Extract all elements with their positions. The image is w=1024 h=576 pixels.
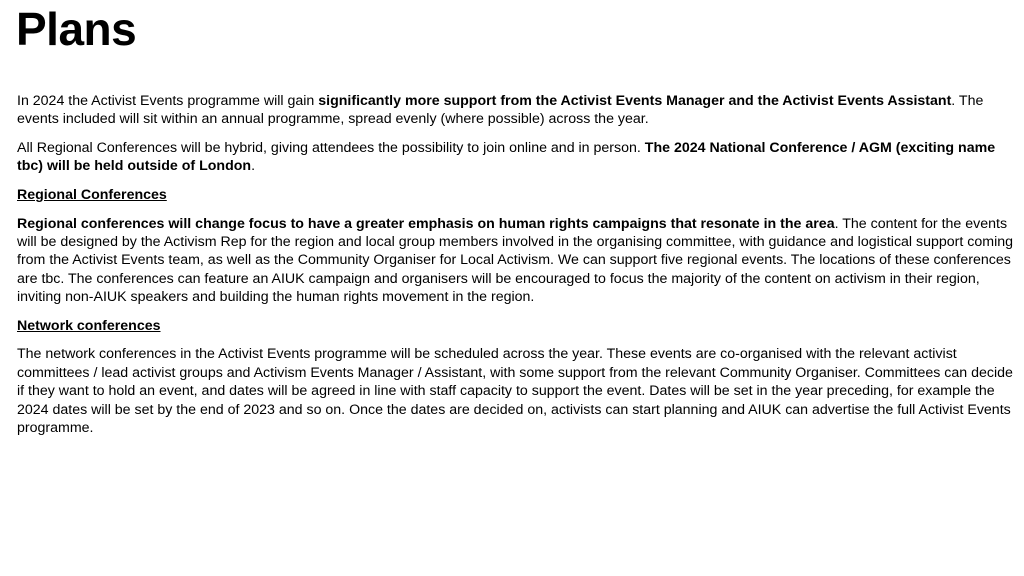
network-paragraph xyxy=(17,345,1015,437)
hybrid-text: All Regional Conferences will be hybrid, giving attendees the possibility to join online and in person. xyxy=(17,140,645,156)
hybrid-bold-text: The 2024 National Conference / AGM (exciting name tbc) will be held outside of London xyxy=(17,140,996,175)
regional-bold-text: Regional conferences will change focus to have a greater emphasis on human rights campaigns that resonate in the area xyxy=(17,215,835,232)
intro-bold-text: significantly more support from the Activist Events Manager and the Activist Events Assistant xyxy=(318,93,952,109)
regional-conferences-heading: Regional Conferences xyxy=(17,187,167,203)
intro-paragraph xyxy=(17,92,1015,129)
intro-text: In 2024 the Activist Events programme will gain xyxy=(17,93,319,109)
regional-text: . The content for the events will be designed by the Activism Rep for the region and local group members involved in the organising committee, with guidance and logistical support coming from the Activist Events team, as well as the Community Organiser for Local Activism. We can support five regional events. The locations of these conferences are tbc. The conferences can feature an AIUK campaign and organisers will be encouraged to focus the majority of the content on activism in their region, inviting non-AIUK speakers and building the human rights movement in the region. xyxy=(17,215,1014,306)
network-conferences-heading: Network conferences xyxy=(17,317,161,334)
intro-text-end: . The events included will sit within an annual programme, spread evenly (where possible) across the year. xyxy=(17,93,984,128)
page-title: Plans xyxy=(16,3,137,55)
hybrid-text-end: . xyxy=(251,158,256,175)
network-text: The network conferences in the Activist Events programme will be scheduled across the year. These events are co-organised with the relevant activist committees / lead activist groups and Activism Events Manager / Assistant, with some support from the relevant Community Organiser. Committees can decide if they want to hold an event, and dates will be agreed in line with staff capacity to support the event. Dates will be set in the year preceding, for example the 2024 dates will be set by the end of 2023 and so on. Once the dates are decided on, activists can start planning and AIUK can advertise the full Activist Events programme. xyxy=(17,346,1013,437)
hybrid-paragraph xyxy=(17,139,1015,176)
regional-paragraph xyxy=(17,215,1015,307)
slide-body xyxy=(17,92,1015,448)
